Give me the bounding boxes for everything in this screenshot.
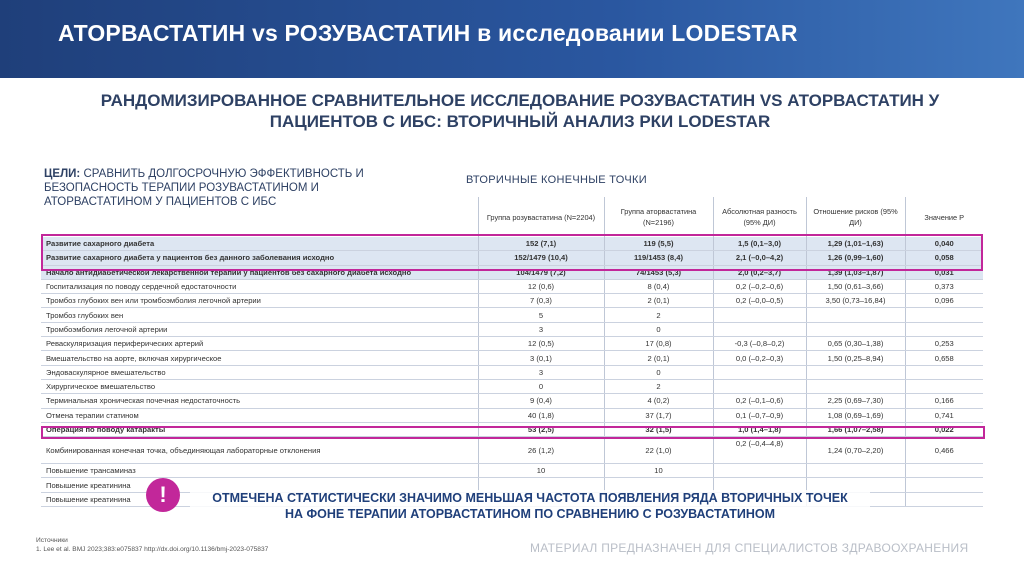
- row-value: 0,2 (–0,4–4,8): [713, 437, 806, 464]
- row-label: Тромбоэмболия легочной артерии: [41, 322, 478, 336]
- goals-label: ЦЕЛИ:: [44, 168, 81, 180]
- row-value: 0,65 (0,30–1,38): [806, 337, 905, 351]
- header-p-value: Значение Р: [905, 197, 983, 237]
- row-value: 0,1 (–0,7–0,9): [713, 408, 806, 422]
- row-value: 0,373: [905, 279, 983, 293]
- table-row: [41, 437, 983, 464]
- row-value: -0,3 (–0,8–0,2): [713, 337, 806, 351]
- row-value: 32 (1,5): [604, 422, 713, 436]
- row-value: [806, 379, 905, 393]
- row-value: 3,50 (0,73–16,84): [806, 294, 905, 308]
- row-value: 10: [478, 464, 604, 478]
- row-value: 9 (0,4): [478, 394, 604, 408]
- row-value: 1,24 (0,70–2,20): [806, 437, 905, 464]
- header-hazard-ratio: Отношение рисков (95% ДИ): [806, 197, 905, 237]
- row-value: 53 (2,5): [478, 422, 604, 436]
- exclamation-icon: !: [146, 478, 180, 512]
- row-label: Комбинированная конечная точка, объединяющая лабораторные отклонения: [41, 437, 478, 464]
- study-subtitle: РАНДОМИЗИРОВАННОЕ СРАВНИТЕЛЬНОЕ ИССЛЕДОВАНИЕ РОЗУВАСТАТИН VS АТОРВАСТАТИН У ПАЦИЕНТОВ С ИБС: ВТОРИЧНЫЙ АНАЛИЗ РКИ LODESTAR: [100, 91, 940, 131]
- row-value: 17 (0,8): [604, 337, 713, 351]
- row-value: [713, 379, 806, 393]
- row-value: [806, 365, 905, 379]
- row-value: 3: [478, 322, 604, 336]
- row-value: 1,26 (0,99–1,60): [806, 251, 905, 265]
- header-endpoint: [41, 197, 478, 237]
- row-value: [905, 464, 983, 478]
- row-value: [806, 322, 905, 336]
- row-label: Начало антидиабетической лекарственной терапии у пациентов без сахарного диабета исходно: [41, 265, 478, 279]
- row-value: 3 (0,1): [478, 351, 604, 365]
- row-value: 22 (1,0): [604, 437, 713, 464]
- row-value: [713, 308, 806, 322]
- row-value: 0,031: [905, 265, 983, 279]
- row-value: 37 (1,7): [604, 408, 713, 422]
- row-value: 152/1479 (10,4): [478, 251, 604, 265]
- row-label: Терминальная хроническая почечная недостаточность: [41, 394, 478, 408]
- row-value: 0,253: [905, 337, 983, 351]
- row-value: 104/1479 (7,2): [478, 265, 604, 279]
- row-value: 0,040: [905, 237, 983, 251]
- row-value: 0,466: [905, 437, 983, 464]
- row-value: 8 (0,4): [604, 279, 713, 293]
- highlight-box-diabetes: [41, 234, 983, 271]
- row-value: 2 (0,1): [604, 294, 713, 308]
- row-label: Реваскуляризация периферических артерий: [41, 337, 478, 351]
- highlight-box-cataract: [41, 426, 985, 439]
- row-label: Развитие сахарного диабета у пациентов без данного заболевания исходно: [41, 251, 478, 265]
- row-value: 0,166: [905, 394, 983, 408]
- header-abs-difference: Абсолютная разность (95% ДИ): [713, 197, 806, 237]
- conclusion-callout: [190, 490, 870, 522]
- row-value: 12 (0,5): [478, 337, 604, 351]
- row-value: 1,66 (1,07–2,58): [806, 422, 905, 436]
- row-value: 0,741: [905, 408, 983, 422]
- footer-disclaimer: МАТЕРИАЛ ПРЕДНАЗНАЧЕН ДЛЯ СПЕЦИАЛИСТОВ ЗДРАВООХРАНЕНИЯ: [530, 541, 969, 555]
- goals-text: СРАВНИТЬ ДОЛГОСРОЧНУЮ ЭФФЕКТИВНОСТЬ И БЕЗОПАСНОСТЬ ТЕРАПИИ РОЗУВАСТАТИНОМ И АТОРВАСТАТИНОМ У ПАЦИЕНТОВ С ИБС: [44, 168, 364, 208]
- table-row: [41, 308, 983, 322]
- row-value: 3: [478, 365, 604, 379]
- table-row: [41, 365, 983, 379]
- row-value: 74/1453 (5,3): [604, 265, 713, 279]
- row-value: 0,022: [905, 422, 983, 436]
- row-value: 1,29 (1,01–1,63): [806, 237, 905, 251]
- row-label: Эндоваскулярное вмешательство: [41, 365, 478, 379]
- row-value: 26 (1,2): [478, 437, 604, 464]
- row-value: 119 (5,5): [604, 237, 713, 251]
- table-row: [41, 394, 983, 408]
- row-value: 152 (7,1): [478, 237, 604, 251]
- row-value: [905, 322, 983, 336]
- row-value: 12 (0,6): [478, 279, 604, 293]
- row-value: [806, 308, 905, 322]
- row-value: 0,096: [905, 294, 983, 308]
- row-value: 10: [604, 464, 713, 478]
- table-row: [41, 464, 983, 478]
- row-label: Повышение трансаминаз: [41, 464, 478, 478]
- page-title: АТОРВАСТАТИН vs РОЗУВАСТАТИН в исследовании LODESTAR: [58, 20, 798, 46]
- header-rosuvastatin: Группа розувастатина (N=2204): [478, 197, 604, 237]
- row-value: 1,50 (0,61–3,66): [806, 279, 905, 293]
- row-value: [905, 308, 983, 322]
- row-value: 0,658: [905, 351, 983, 365]
- endpoints-title: ВТОРИЧНЫЕ КОНЕЧНЫЕ ТОЧКИ: [466, 174, 647, 186]
- row-label: Хирургическое вмешательство: [41, 379, 478, 393]
- row-value: 5: [478, 308, 604, 322]
- row-label: Вмешательство на аорте, включая хирургическое: [41, 351, 478, 365]
- table-row: [41, 408, 983, 422]
- callout-line-2: НА ФОНЕ ТЕРАПИИ АТОРВАСТАТИНОМ ПО СРАВНЕНИЮ С РОЗУВАСТАТИНОМ: [284, 507, 776, 521]
- header-bar: [0, 0, 1024, 78]
- row-value: 2,1 (–0,0–4,2): [713, 251, 806, 265]
- row-label: Отмена терапии статином: [41, 408, 478, 422]
- row-value: 0: [478, 379, 604, 393]
- table-row: [41, 379, 983, 393]
- row-value: [713, 322, 806, 336]
- table-header-row: [41, 197, 983, 237]
- sources-reference: 1. Lee et al. BMJ 2023;383:e075837 http://dx.doi.org/10.1136/bmj-2023-075837: [36, 546, 269, 553]
- row-value: 1,0 (1,4–1,8): [713, 422, 806, 436]
- row-value: [713, 365, 806, 379]
- row-value: 0,2 (–0,2–0,6): [713, 279, 806, 293]
- row-value: [806, 464, 905, 478]
- row-value: 0,2 (–0,0–0,5): [713, 294, 806, 308]
- row-label: Повышение креатинина: [41, 478, 478, 492]
- row-value: 0,058: [905, 251, 983, 265]
- row-value: 119/1453 (8,4): [604, 251, 713, 265]
- header-atorvastatin: Группа аторвастатина (N=2196): [604, 197, 713, 237]
- row-value: 40 (1,8): [478, 408, 604, 422]
- row-value: 7 (0,3): [478, 294, 604, 308]
- row-value: 0: [604, 322, 713, 336]
- table-row: [41, 294, 983, 308]
- row-label: Тромбоз глубоких вен или тромбоэмболия легочной артерии: [41, 294, 478, 308]
- table-row: [41, 322, 983, 336]
- row-value: 1,5 (0,1–3,0): [713, 237, 806, 251]
- row-value: 2 (0,1): [604, 351, 713, 365]
- row-value: 0: [604, 365, 713, 379]
- table-row: [41, 351, 983, 365]
- callout-line-1: ОТМЕЧЕНА СТАТИСТИЧЕСКИ ЗНАЧИМО МЕНЬШАЯ ЧАСТОТА ПОЯВЛЕНИЯ РЯДА ВТОРИЧНЫХ ТОЧЕК: [212, 491, 848, 505]
- row-value: [905, 379, 983, 393]
- row-value: 2,25 (0,69–7,30): [806, 394, 905, 408]
- row-value: [905, 365, 983, 379]
- table-body: [41, 237, 983, 507]
- row-label: Госпитализация по поводу сердечной едостаточности: [41, 279, 478, 293]
- row-value: [905, 478, 983, 492]
- table-row: [41, 279, 983, 293]
- row-label: Развитие сахарного диабета: [41, 237, 478, 251]
- row-value: [713, 464, 806, 478]
- row-label: Тромбоз глубоких вен: [41, 308, 478, 322]
- row-value: 0,2 (–0,1–0,6): [713, 394, 806, 408]
- row-value: 4 (0,2): [604, 394, 713, 408]
- row-value: 2,0 (0,2–3,7): [713, 265, 806, 279]
- sources-block: [36, 536, 268, 554]
- row-value: 1,08 (0,69–1,69): [806, 408, 905, 422]
- sources-label: Источники: [36, 537, 68, 544]
- row-value: 0,0 (–0,2–0,3): [713, 351, 806, 365]
- table-row: [41, 337, 983, 351]
- row-label: Операция по поводу катаракты: [41, 422, 478, 436]
- row-label: Повышение креатинина: [41, 492, 478, 506]
- row-value: 2: [604, 379, 713, 393]
- row-value: [905, 492, 983, 506]
- row-value: 1,39 (1,03–1,87): [806, 265, 905, 279]
- row-value: 2: [604, 308, 713, 322]
- row-value: 1,50 (0,25–8,94): [806, 351, 905, 365]
